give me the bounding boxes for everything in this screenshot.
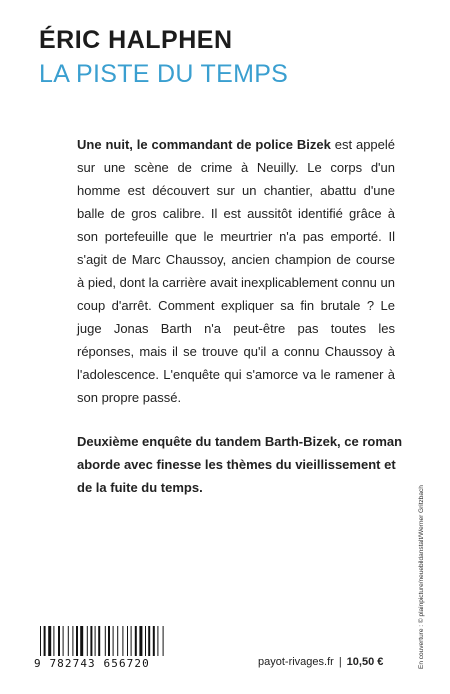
summary-text (77, 133, 395, 409)
barcode-bars (34, 626, 190, 656)
barcode-bar (63, 626, 64, 656)
barcode-bar (87, 626, 88, 656)
barcode-bar (48, 626, 51, 656)
series-blurb: Deuxième enquête du tandem Barth-Bizek, ce roman aborde avec finesse les thèmes du vieillissement et de la fuite du temps. (77, 434, 403, 495)
barcode-bar (153, 626, 155, 656)
barcode-bar (95, 626, 96, 656)
barcode-bar (90, 626, 92, 656)
barcode-digits: 9 782743 656720 (34, 657, 150, 670)
summary-body: est appelé sur une scène de crime à Neuilly. Le corps d'un homme est découvert sur un chantier, abattu d'une balle de gros calibre. Il est aussitôt identifié grâce à son portefeuille que le meurtrier n'a pas emporté. Il s'agit de Marc Chaussoy, ancien champion de course à pied, dont la carrière avait inexplicablement connu un coup d'arrêt. Comment expliquer sa fin brutale ? Le juge Jonas Barth n'a peut-être pas toutes les réponses, mais il se trouve qu'il a connu Chaussoy à l'adolescence. L'enquête qui s'amorce va le ramener à son propre passé. (77, 137, 396, 405)
barcode-bar (58, 626, 60, 656)
footer-separator: | (338, 656, 342, 668)
footer (258, 656, 383, 668)
author-name: ÉRIC HALPHEN (39, 26, 233, 54)
barcode-bar (105, 626, 106, 656)
barcode-bar (113, 626, 114, 656)
publisher-website: payot-rivages.fr (258, 656, 334, 668)
barcode-bar (117, 626, 118, 656)
barcode-bar (40, 626, 41, 656)
barcode-bar (127, 626, 128, 656)
barcode-bar (53, 626, 54, 656)
barcode (34, 626, 190, 682)
barcode-bar (145, 626, 146, 656)
barcode-bar (122, 626, 123, 656)
barcode-bar (98, 626, 100, 656)
barcode-bar (157, 626, 158, 656)
book-title: LA PISTE DU TEMPS (39, 60, 289, 88)
barcode-bar (76, 626, 78, 656)
cover-credit: En couverture : © plainpicture/neuebildanstalt/Werner Gritzbach (418, 485, 425, 669)
summary-lead: Une nuit, le commandant de police Bizek (77, 137, 331, 152)
barcode-bar (108, 626, 110, 656)
barcode-bar (131, 626, 132, 656)
barcode-bar (80, 626, 83, 656)
barcode-bar (139, 626, 142, 656)
barcode-bar (135, 626, 137, 656)
barcode-bar (148, 626, 150, 656)
barcode-bar (72, 626, 73, 656)
price: 10,50 € (346, 656, 384, 668)
barcode-bar (68, 626, 69, 656)
barcode-bar (44, 626, 46, 656)
barcode-bar (163, 626, 164, 656)
